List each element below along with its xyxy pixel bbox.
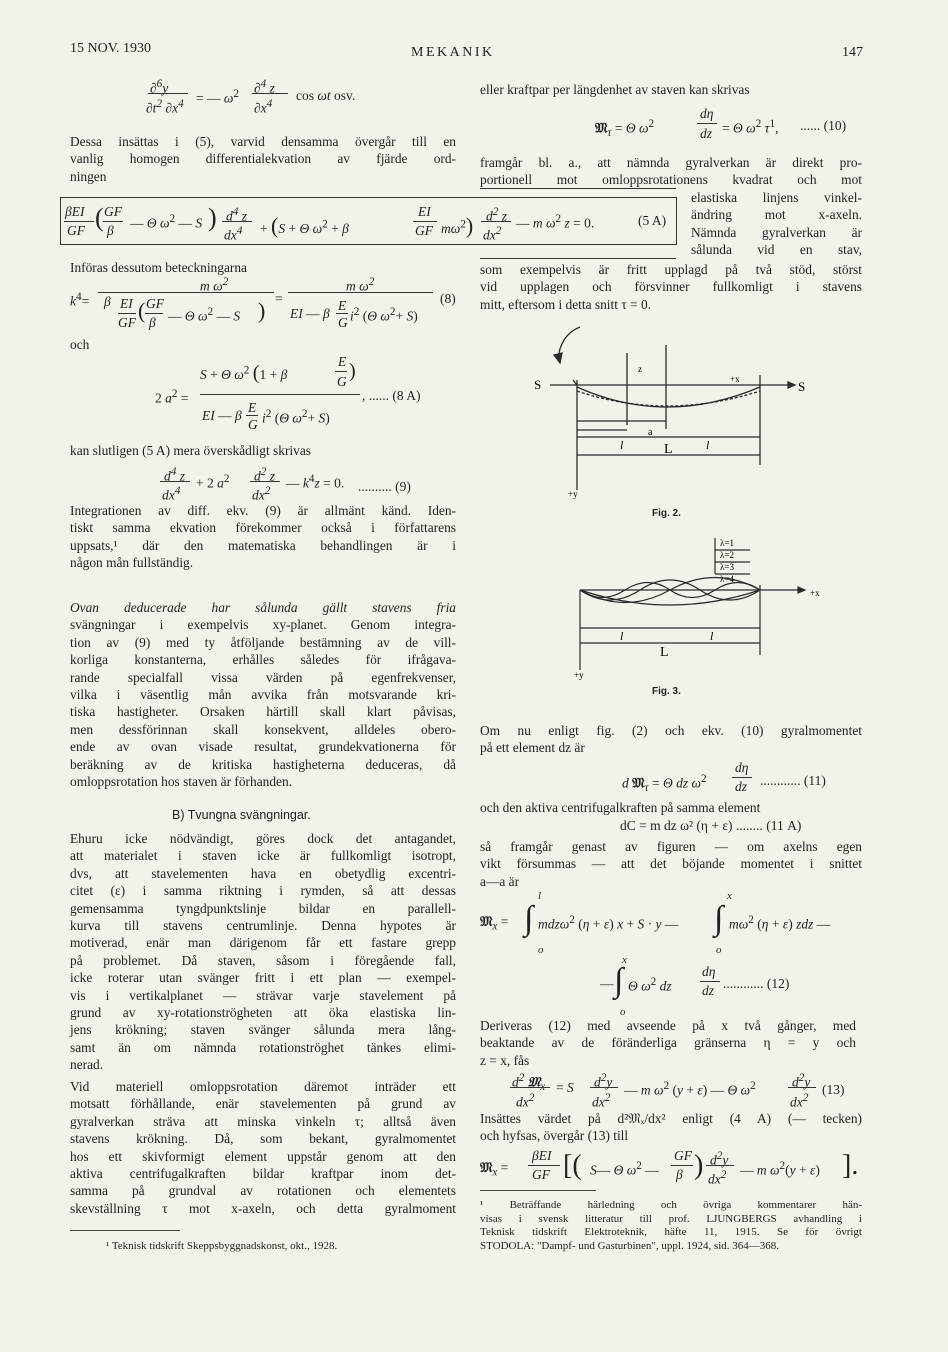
fig3-lambda-1: λ=1	[720, 538, 734, 548]
paragraph-kan: kan slutligen (5 A) mera överskådligt skrivas	[70, 443, 311, 458]
fig2-label-a: a	[648, 427, 653, 438]
fig2-caption: Fig. 2.	[652, 508, 681, 519]
journal-title: MEKANIK	[411, 45, 495, 60]
paragraph-ehuru: Ehuru icke nödvändigt, göres dock det antagandet, att materialet i staven icke är fullkomligt isotropt, dvs, att stavelementen hava en obetydlig excentri- citet (ε) i samma riktning i rymden, så att dessas gemensamma tyngdpunktslinje bildar en parallell- kurva till stavens centrumlinje. Denna hypotes är motiverad, enär man därigenom får ett fastare grepp på problemet. Då staven, såsom i föregående fall, icke roterar utan svänger fritt i ett plan — exempel- vis i vertikalplanet — strävar varje stavelement på grund av xy-rotationströgheten att öka elastiska lin- jens krökning; staven svänger sålunda mera lång- samt än om nämnda rotationströghet tänkes elimi- nerad.	[70, 831, 456, 1073]
box-continuation-line	[480, 188, 676, 189]
fig3-label-x: +x	[810, 588, 820, 598]
footnote-right: ¹ Beträffande härledning och övriga kommentarer hän- visas i svensk litteratur till prof. LJUNGBERGS avhandling i Teknisk tidskrift Elektroteknik, häfte 11, 1915. Se för övrigt STODOLA: "Dampf- und Gasturbinen", uppl. 1924, sid. 364—368.	[480, 1199, 862, 1252]
paragraph-framgar-cont: elastiska linjens vinkel- ändring mot x-axeln. Nämnda gyralverkan är sålunda vid en stav,	[691, 190, 862, 258]
paragraph-vid: Vid materiell omloppsrotation däremot inträder ett motsatt förhållande, enär stavelementen på grund av gyralverkan sträva att minska vinkeln τ; alltså även stavens krökning. Då, som bekant, gyralmomentet hos ett skivformigt element uppstår genom att den aktiva centrifugalkraften bildar kraftpar inom det- samma på grundval av rotationen och elementets skevställning τ mot x-axeln, och detta gyralmoment	[70, 1079, 456, 1216]
paragraph-eller: eller kraftpar per längdenhet av staven kan skrivas	[480, 82, 750, 97]
fig2-label-S-right: S	[798, 379, 806, 394]
footnote-divider-left	[70, 1230, 180, 1231]
fig3-label-L: L	[660, 645, 669, 660]
fig2-label-y: +y	[568, 489, 578, 499]
box-continuation-line	[480, 258, 676, 259]
paragraph-framgar: framgår bl. a., att nämnda gyralverkan är direkt pro- portionell mot omloppsrotationens kvadrat och mot	[480, 155, 862, 188]
fig3-lambda-2: λ=2	[720, 550, 734, 560]
heading-tvungna: B) Tvungna svängningar.	[172, 808, 311, 822]
fig2-label-z: z	[638, 364, 642, 374]
figure-2	[520, 325, 820, 503]
fig2-label-S-left: S	[534, 377, 542, 392]
fig3-lambda-3: λ=3	[720, 562, 734, 572]
label-och: och	[70, 337, 90, 352]
fig3-caption: Fig. 3.	[652, 686, 681, 697]
figure-3	[560, 530, 830, 680]
paragraph-dessa: Dessa insättas i (5), varvid densamma övergår till en vanlig homogen differentialekvation av fjärde ord- ningen	[70, 134, 456, 184]
paragraph-inforas: Införas dessutom beteckningarna	[70, 260, 247, 275]
fig2-label-L: L	[664, 442, 673, 457]
paragraph-och-den: och den aktiva centrifugalkraften på samma element	[480, 800, 761, 815]
x-arrow	[788, 382, 795, 388]
paragraph-sa-framgar: så framgår genast av figuren — om axelns egen vikt försummas — att det böjande momentet i snittet a—a är	[480, 839, 862, 889]
paragraph-integrationen: Integrationen av diff. ekv. (9) är allmänt känd. Iden- tiskt samma ekvation förekommer också i författarens uppsats,¹ där den matematiska behandlingen är i någon mån fullständig.	[70, 503, 456, 571]
fig2-label-l-right: l	[706, 438, 710, 452]
paragraph-framgar-end: som exempelvis är fritt upplagd på två stöd, störst vid upplagen och försvinner fullkomligt i stavens mitt, eftersom i detta snitt τ = 0.	[480, 262, 862, 312]
paragraph-deriveras: Deriveras (12) med avseende på x två gånger, med beaktande av de föränderliga gränserna η = y och z = x, fås	[480, 1018, 856, 1068]
page-number: 147	[842, 45, 863, 60]
fig2-label-l-left: l	[620, 438, 624, 452]
footnote-left: ¹ Teknisk tidskrift Skeppsbyggnadskonst, okt., 1928.	[106, 1240, 338, 1252]
footnote-divider-right	[480, 1190, 596, 1191]
equation-11a: dC = m dz ω² (η + ε) ........ (11 A)	[620, 818, 802, 833]
issue-date: 15 NOV. 1930	[70, 41, 152, 56]
fig3-label-l-left: l	[620, 629, 624, 643]
fig2-label-x: +x	[730, 374, 740, 384]
fig3-label-l-right: l	[710, 629, 714, 643]
paragraph-om-nu: Om nu enligt fig. (2) och ekv. (10) gyralmomentet på ett element dz är	[480, 723, 862, 756]
fig3-lambda-4: λ=4	[720, 574, 734, 584]
paragraph-ovan: Ovan deducerade har sålunda gällt stavens fria svängningar i exempelvis xy-planet. Genom integra- tion av (9) med ty åtföljande bestämning av de vill- korliga konstanterna, erhålles således för ifrågava- rande specialfall vissa värden på egenfrekvenser, vilka i väsentlig mån avvika från motsvarande kri- tiska hastigheter. Orsaken härtill skall klart påvisas, men dessförinnan skall konsekvent, alldeles obero- ende av ovan visade resultat, grundekvationerna för beräkning av de kritiska hastigheterna deduceras, då omloppsrotation hos staven är förhanden.	[70, 600, 456, 790]
fig3-label-y: +y	[574, 670, 584, 680]
paragraph-insattes: Insättes värdet på d²𝔐ₓ/dx² enligt (4 A) (— tecken) och hyfsas, övergår (13) till	[480, 1111, 862, 1144]
centroid-curve	[577, 391, 760, 406]
elastic-line-curve	[577, 387, 760, 407]
